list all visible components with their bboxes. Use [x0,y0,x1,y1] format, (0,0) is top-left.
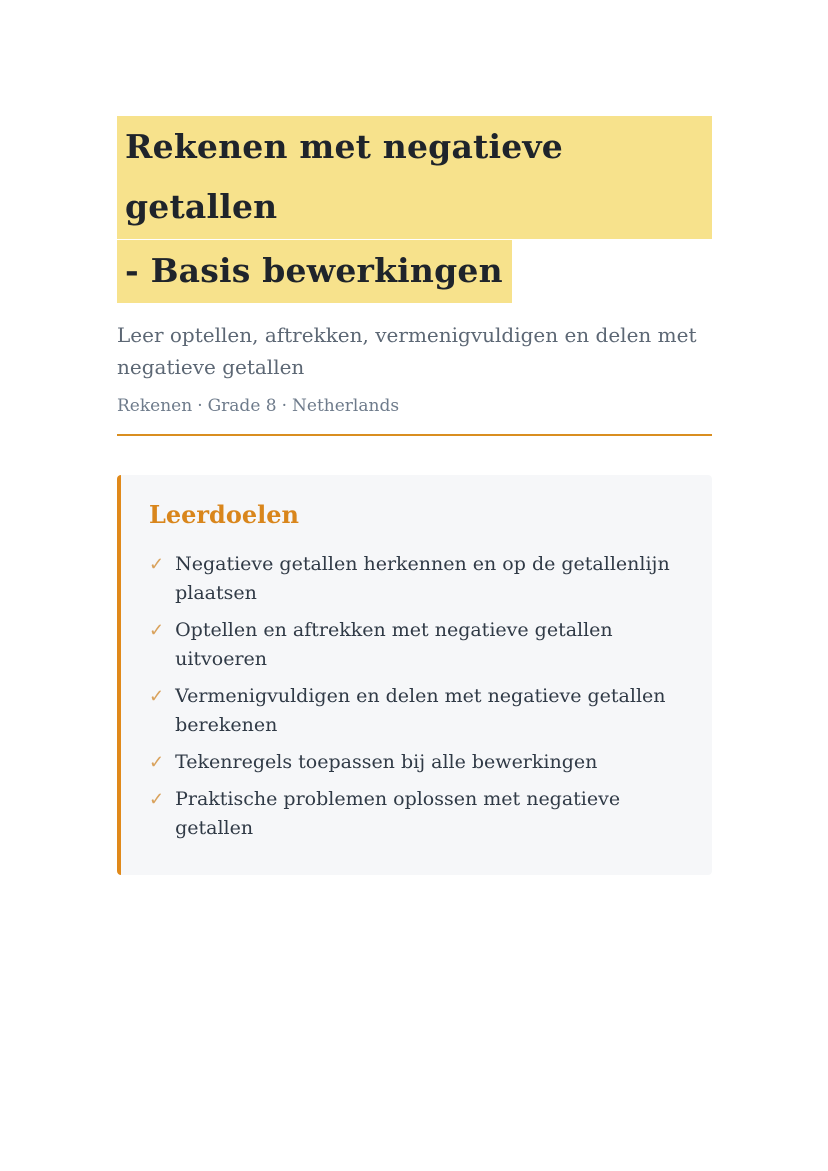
check-icon: ✓ [149,788,165,810]
title-highlight: - Basis bewerkingen [117,240,512,303]
learning-goals-title: Leerdoelen [149,499,299,529]
page-title-line-2 [117,239,712,303]
list-item [149,550,682,608]
meta-separator: · [281,395,288,416]
list-item-text: Vermenigvuldigen en delen met negatieve getallen berekenen [175,684,666,736]
page-title-line-1 [117,116,712,239]
list-item-text: Tekenregels toepassen bij alle bewerkingen [175,750,598,773]
list-item [149,616,682,674]
check-icon: ✓ [149,553,165,575]
list-item [149,748,682,777]
section-divider [117,434,712,436]
meta-country: Netherlands [292,395,400,416]
learning-goals-list [149,550,682,843]
learning-goals-card [117,475,712,875]
meta-grade: Grade 8 [207,395,277,416]
list-item-text: Negatieve getallen herkennen en op de getallenlijn plaatsen [175,552,670,604]
title-highlight: Rekenen met negatieve getallen [117,116,712,239]
list-item [149,682,682,740]
list-item [149,785,682,843]
list-item-text: Optellen en aftrekken met negatieve getallen uitvoeren [175,618,613,670]
list-item-text: Praktische problemen oplossen met negatieve getallen [175,787,621,839]
page-title [117,116,712,303]
check-icon: ✓ [149,685,165,707]
meta-separator: · [197,395,203,416]
meta-line [117,396,712,416]
check-icon: ✓ [149,619,165,641]
check-icon: ✓ [149,751,165,773]
meta-subject: Rekenen [117,395,193,416]
document-content [117,0,712,875]
page-subtitle: Leer optellen, aftrekken, vermenigvuldigen en delen met negatieve getallen [117,322,697,379]
